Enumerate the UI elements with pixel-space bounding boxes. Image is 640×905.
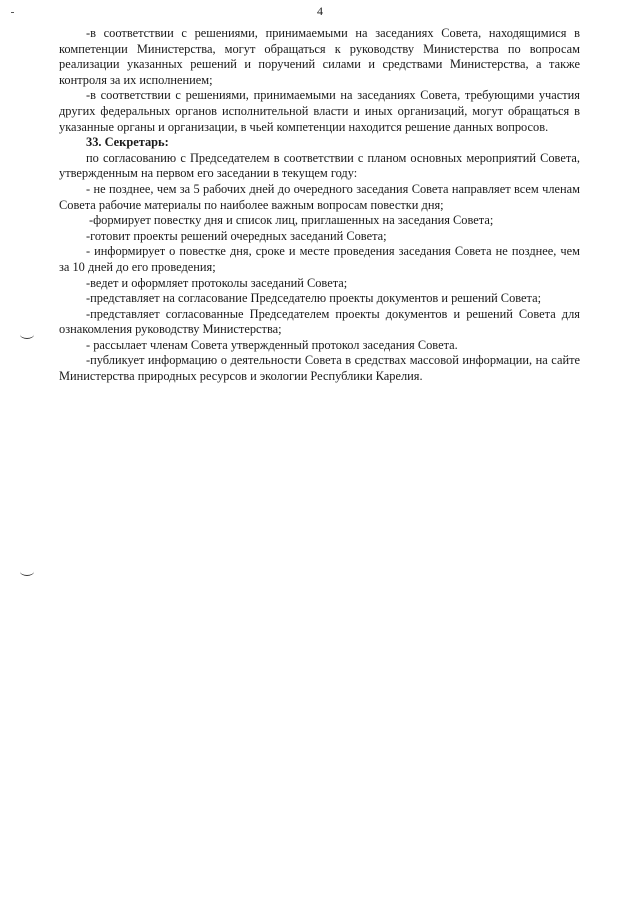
paragraph-federal-bodies: -в соответствии с решениями, принимаемыми на заседаниях Совета, требующими участия других федеральных органов исполнительной власти и иных организаций, могут обращаться в указанные органы и организации, в чьей компетенции находится решение данных вопросов. xyxy=(59,88,580,134)
list-item-agenda: -формирует повестку дня и список лиц, приглашенных на заседания Совета; xyxy=(89,213,494,228)
list-item-inform: - информирует о повестке дня, сроке и месте проведения заседания Совета не позднее, чем за 10 дней до его проведения; xyxy=(59,244,580,274)
page-number: 4 xyxy=(317,4,323,18)
list-item-send-materials: - не позднее, чем за 5 рабочих дней до очередного заседания Совета направляет всем членам Совета рабочие материалы по наиболее важным вопросам повестки дня; xyxy=(59,181,580,212)
punch-hole-mark-upper xyxy=(20,330,34,339)
punch-hole-mark-lower xyxy=(20,567,34,576)
section-heading-secretary: 33. Секретарь: xyxy=(86,135,169,150)
list-item-distribute-protocol: - рассылает членам Совета утвержденный протокол заседания Совета. xyxy=(86,337,458,352)
list-item-draft-decisions: -готовит проекты решений очередных заседаний Совета; xyxy=(86,228,387,243)
list-item-protocols: -ведет и оформляет протоколы заседаний Совета; xyxy=(86,275,348,290)
list-item-submit-approval: -представляет на согласование Председателю проекты документов и решений Совета; xyxy=(86,291,542,306)
list-item-publish: -публикует информацию о деятельности Совета в средствах массовой информации, на сайте Министерства природных ресурсов и экологии Республики Карелия. xyxy=(59,353,580,384)
document-body xyxy=(59,26,580,385)
paragraph-secretary-intro: по согласованию с Председателем в соответствии с планом основных мероприятий Совета, утвержденным на первом его заседании в текущем году: xyxy=(59,150,580,181)
paragraph-ministry-decisions: -в соответствии с решениями, принимаемыми на заседаниях Совета, находящимися в компетенции Министерства, могут обращаться к руководству Министерства по вопросам реализации указанных решений и поручений силами и средствами Министерства, а также контроля за их исполнением; xyxy=(59,26,580,87)
list-item-submit-management: -представляет согласованные Председателем проекты документов и решений Совета для ознакомления руководству Министерства; xyxy=(59,306,580,337)
scan-artifact-dot xyxy=(11,12,14,13)
